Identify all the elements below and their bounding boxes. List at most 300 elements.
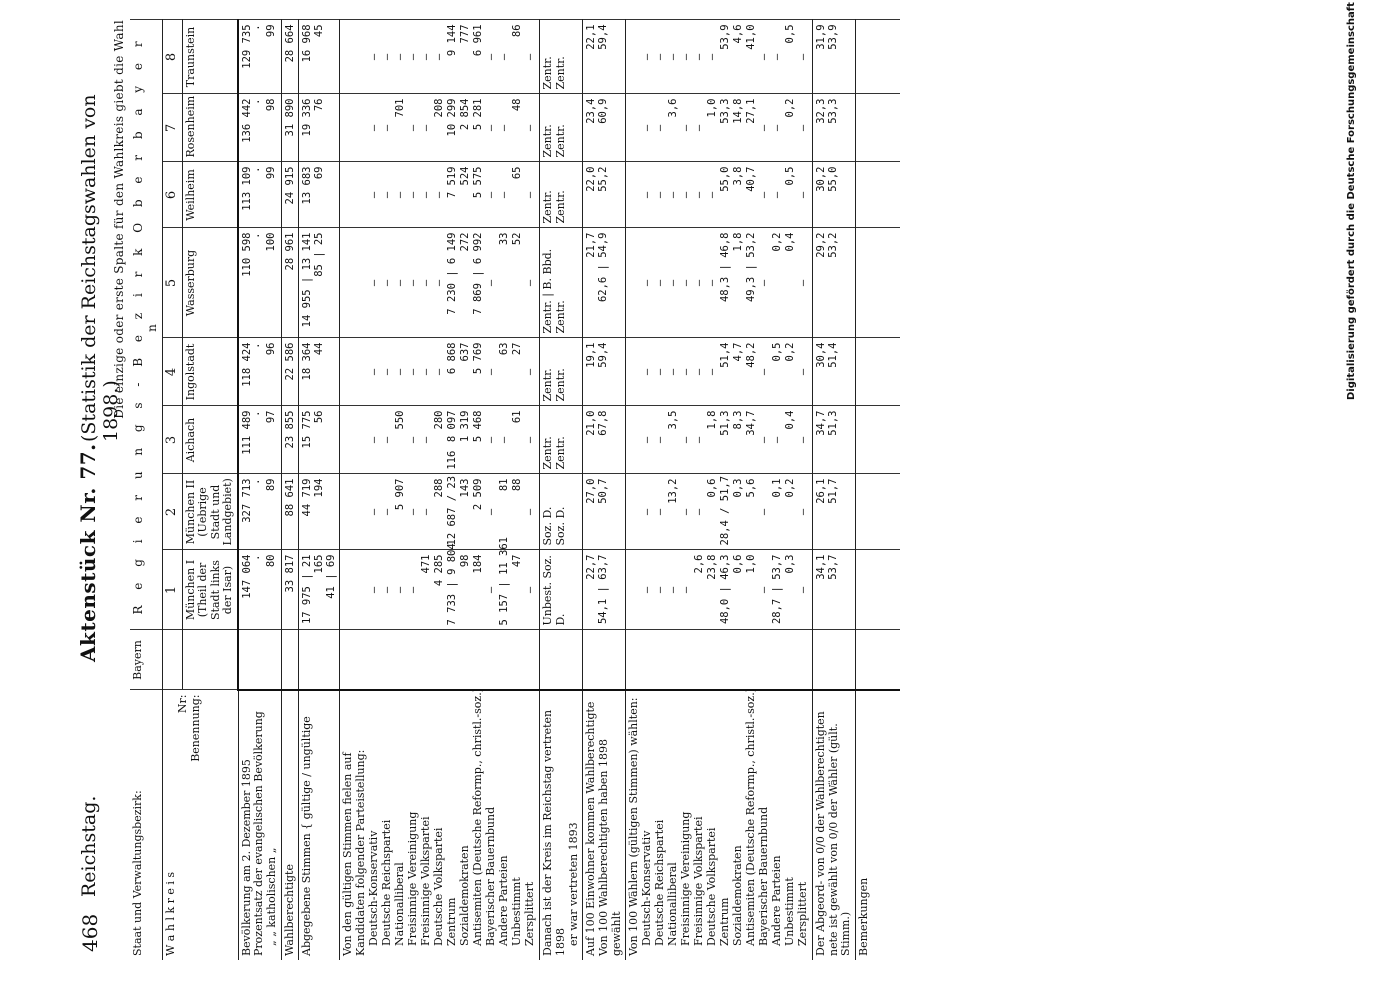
stacked-value: — (498, 53, 511, 61)
col-name-1: München I (Theil der Stadt links der Isar) (182, 550, 238, 630)
vertreten-cell: Zentr. (541, 436, 555, 470)
stacked-value: — (485, 279, 498, 287)
header-left: Reichstag. (78, 795, 100, 897)
abgeord-cell: 29,2 (815, 232, 828, 258)
stacked-value: 7 869 | 6 992 (472, 232, 485, 315)
abgeord-cell: 32,3 (815, 98, 828, 124)
party-label: Sozialdemokraten (457, 845, 471, 946)
party-label: Deutsch-Konservativ (366, 830, 380, 946)
party-label: Andere Parteien (770, 855, 784, 946)
stacked-value: — (407, 368, 420, 376)
bev-cell: 118 424 (241, 342, 254, 387)
stacked-value: 10 299 (446, 98, 459, 137)
stacked-value: 701 (394, 98, 407, 118)
col-name-2: München II (Uebrige Stadt und Landgebiet) (182, 474, 238, 550)
v100-col-3 (626, 406, 813, 474)
stacked-value: 5,6 (745, 478, 758, 498)
stacked-value: — (641, 53, 654, 61)
abgeord-cell: 53,3 (827, 98, 840, 124)
stacked-value: 49,3 | 53,2 (745, 232, 758, 303)
wb-cell: 23 855 (281, 406, 299, 474)
stacked-value: — (368, 279, 381, 287)
bev-cell: 327 713 (241, 478, 254, 523)
stacked-value: — (758, 586, 771, 594)
wb-cell: 88 641 (281, 474, 299, 550)
stacked-value: — (407, 586, 420, 594)
stacked-value: — (524, 124, 537, 132)
gueltig-cell: 15 775 (301, 410, 314, 449)
auf100-cell: 59,4 (597, 24, 610, 50)
abgeord-cell: 34,1 (815, 554, 828, 580)
abgeord-cell: 53,2 (827, 232, 840, 258)
stacked-value: 81 (498, 478, 511, 492)
party-votes-col-7 (340, 94, 540, 162)
auf100-cell: 21,0 (585, 410, 598, 436)
parties-head: Von den gültigen Stimmen fielen auf Kandidaten folgender Parteistellung: (341, 749, 367, 956)
stacked-value: — (368, 368, 381, 376)
stacked-value: — (667, 53, 680, 61)
stacked-value: — (485, 191, 498, 199)
vertreten-cell: Zentr. (541, 124, 555, 158)
stacked-value: — (485, 368, 498, 376)
auf100-cell: 55,2 (597, 166, 610, 192)
stacked-value: 8 097 (446, 410, 459, 443)
stacked-value: — (394, 279, 407, 287)
wb-cell: 24 915 (281, 162, 299, 228)
party-votes-col-4 (340, 338, 540, 406)
stacked-value: — (693, 53, 706, 61)
stacked-value: — (407, 191, 420, 199)
stacked-value: 48,0 | 46,3 (719, 554, 732, 625)
col-nr-7: 7 (162, 94, 182, 162)
stacked-value: — (797, 279, 810, 287)
party-votes-col-3 (340, 406, 540, 474)
auf100-cell: 54,1 | 63,7 (597, 554, 610, 625)
stacked-value: — (706, 53, 719, 61)
kath-cell: 97 (265, 410, 278, 424)
stacked-value: — (667, 368, 680, 376)
auf100-label: Auf 100 Einwohner kommen Wahlberechtigte (584, 701, 598, 956)
wb-label: Wahlberechtigte (281, 690, 299, 960)
party-label: Nationalliberal (392, 862, 406, 946)
stacked-value: — (771, 124, 784, 132)
digitization-credit (1346, 0, 1357, 400)
stacked-value: 143 (459, 478, 472, 498)
stacked-value: 7 519 (446, 166, 459, 199)
stacked-value: 63 (498, 342, 511, 356)
abgeord-cell: 53,7 (827, 554, 840, 580)
stacked-value: — (524, 279, 537, 287)
vertreten-cell: Zentr. (553, 56, 567, 90)
stacked-value: — (654, 508, 667, 516)
party-label: Deutsche Volkspartei (431, 827, 445, 946)
stacked-value: 48,2 (745, 342, 758, 368)
stacked-value: — (485, 53, 498, 61)
stacked-value: — (680, 586, 693, 594)
stacked-value: — (693, 436, 706, 444)
stacked-value: 637 (459, 342, 472, 362)
stacked-value: 7 230 | 6 149 (446, 232, 459, 315)
stacked-value: 4,7 (732, 342, 745, 362)
stacked-value: — (381, 368, 394, 376)
stacked-value: 51,4 (719, 342, 732, 368)
col-name-6: Weilheim (182, 162, 238, 228)
stacked-value: — (368, 53, 381, 61)
gueltig-cell: 44 719 (301, 478, 314, 517)
party-votes-col-1 (340, 536, 540, 630)
kath-cell: 80 (265, 554, 278, 568)
stacked-value: — (381, 586, 394, 594)
stacked-value: 47 (511, 554, 524, 568)
stacked-value: 27 (511, 342, 524, 356)
party-label: Zentrum (718, 897, 732, 946)
auf100-cell: 59,4 (597, 342, 610, 368)
v100-head: Von 100 Wählern (gültigen Stimmen) wählten: (627, 697, 641, 956)
page-number: 468 (78, 913, 102, 952)
statistics-table: Staat und Verwaltungsbezirk: Bayern R e g i e r u n g s - B e z i r k O b e r b a y e r n W a h l k r e i s Nr: Benennung: 1 2 3 4 5 6 7 8 München I (Theil der Stadt links der Isar) München II (Uebrige Stadt und Landgebiet) Aichach Ingolstadt Wasserburg Weilheim Rosenheim Traunstein Bevölkerung am 2. Dezember 1895 Prozentsatz der evangelischen Bevölkerung „ „ katholischen „ 147 064 · 80 327 713 · 89 111 489 · 97 118 424 · 96 110 598 · 100 113 109 · 99 136 442 · 98 129 735 · 99 Wahlberechtigte 33 817 88 641 23 855 22 586 28 961 24 915 31 890 28 664 Abgegebene Stimmen { gültige / ungültige 17 975 | 21 165 41 | 69 44 719 194 15 775 56 18 364 44 14 955 | 13 141 85 | 25 13 683 69 19 336 76 16 968 45 Von den gültigen Stimmen fielen auf Kandidaten folgender Parteistellung: Deutsch-Konservativ Deutsche Reichspartei Nationalliberal Freisinnige Vereinigung Freisinnige Volkspartei Deutsche Volkspartei Zentrum Sozialdemokraten Antisemiten (Deutsche Reformp., christl.-soz.) Bayerischer Bauernbund Andere Parteien Unbestimmt Zersplittert — — — — 471 4 285 7 733 | 9 804 98 184 — 5 157 | 11 361 47 — — — 5 907 — — 288 12 687 / 23 116 143 2 509 — 81 88 — — — 550 — — 280 8 097 1 319 5 468 — — 61 — — — — — — — 6 868 637 5 769 — 63 27 — — — — — — — 7 230 | 6 149 272 7 869 | 6 992 — 33 52 — — — — — — — 7 519 524 5 575 — — 65 — — — 701 — — 208 10 299 2 854 5 281 — — 48 — — — — — — — 9 144 777 6 961 — — 86 — Danach ist der Kreis im Reichstag vertreten 1898 er war vertreten 1893 Unbest. Soz. D. Soz. D. Soz. D. Zentr. Zentr. Zentr. Zentr. Zentr. | B. Bbd. Zentr. Zentr. Zentr. Zentr. Zentr. Zentr. Zentr. Auf 100 Einwohner kommen Wahlberechtigte Von 100 Wahlberechtigten haben 1898 gewählt 22,7 54,1 | 63,7 27,0 50,7 21,0 67,8 19,1 59,4 21,7 62,6 | 54,9 22,0 55,2 23,4 60,9 22,1 59,4 Von 100 Wählern (gültigen Stimmen) wählten: Deutsch-Konservativ Deutsche Reichspartei Nationalliberal Freisinnige Vereinigung Freisinnige Volkspartei Deutsche Volkspartei Zentrum Sozialdemokraten Antisemiten (Deutsche Reformp., christl.-soz.) Bayerischer Bauernbund Andere Parteien Unbestimmt Zersplittert — — — — 2,6 23,8 48,0 | 46,3 0,6 1,0 — 28,7 | 53,7 0,3 — — — 13,2 — — 0,6 28,4 / 51,7 0,3 5,6 — 0,1 0,2 — — — 3,5 — — 1,8 51,3 8,3 34,7 — — 0,4 — — — — — — — 51,4 4,7 48,2 — 0,5 0,2 — — — — — — — 48,3 | 46,8 1,8 49,3 | 53,2 — 0,2 0,4 — — — — — — — 55,0 3,8 40,7 — — 0,5 — — — 3,6 — — 1,0 53,3 14,8 27,1 — — 0,2 — — — — — — — 53,9 4,6 41,0 — — 0,5 — Der Abgeord- von 0/0 der Wahlberechtigten nete ist gewählt von 0/0 der Wähler (gült. Stimm.) 34,1 53,7 26,1 51,7 34,7 51,3 30,4 51,4 29,2 53,2 30,2 55,0 32,3 53,3 31,9 53,9 Bemerkungen (130, 19, 900, 960)
party-votes-col-6 (340, 162, 540, 228)
stacked-value: 7 733 | 9 804 (446, 543, 459, 626)
stacked-value: — (485, 508, 498, 516)
stacked-value: 4,6 (732, 24, 745, 44)
stacked-value: — (407, 508, 420, 516)
vertreten-cell: Zentr. (553, 124, 567, 158)
ungueltig-cell: 41 | 69 (325, 554, 338, 599)
stacked-value: 471 (420, 554, 433, 574)
stacked-value: — (524, 436, 537, 444)
kath-label: „ „ katholischen „ (264, 847, 278, 946)
abgeord-label-1: Der Abgeord- von 0/0 der Wahlberechtigten (814, 711, 828, 956)
stacked-value: — (420, 53, 433, 61)
stacked-value: 0,2 (784, 478, 797, 498)
stacked-value: 53,3 (719, 98, 732, 124)
stacked-value: — (758, 279, 771, 287)
auf100-cell: 27,0 (585, 478, 598, 504)
stacked-value: — (654, 586, 667, 594)
party-votes-col-5 (340, 228, 540, 338)
stacked-value: 2 509 (472, 478, 485, 511)
gueltig-cell: 17 975 | 21 165 (301, 554, 326, 625)
evang-label: Prozentsatz der evangelischen Bevölkerung (252, 711, 266, 956)
stacked-value: — (654, 436, 667, 444)
party-label: Deutsche Reichspartei (379, 819, 393, 946)
vertreten-label-1898: Danach ist der Kreis im Reichstag vertreten 1898 (541, 709, 567, 956)
abgeord-cell: 30,2 (815, 166, 828, 192)
stacked-value: 34,7 (745, 410, 758, 436)
stacked-value: — (693, 279, 706, 287)
stacked-value: — (667, 586, 680, 594)
abgeord-cell: 34,7 (815, 410, 828, 436)
party-label: Zersplittert (796, 881, 810, 946)
abgeord-cell: 51,7 (827, 478, 840, 504)
stacked-value: — (758, 124, 771, 132)
von100-label: Von 100 Wahlberechtigten haben 1898 gewählt (596, 739, 623, 956)
vertreten-cell: Zentr. (541, 190, 555, 224)
gueltig-cell: 19 336 (301, 98, 314, 137)
party-label: Sozialdemokraten (731, 845, 745, 946)
stacked-value: — (641, 436, 654, 444)
v100-col-2 (626, 474, 813, 550)
stacked-value: 51,3 (719, 410, 732, 436)
margin-note: Die einzige oder erste Spalte für den Wahlkreis giebt die Wahl (112, 20, 126, 419)
vertreten-cell: Zentr. (553, 300, 567, 334)
stacked-value: — (394, 53, 407, 61)
stacked-value: 0,3 (732, 478, 745, 498)
stacked-value: 6 961 (472, 24, 485, 57)
stacked-value: — (524, 191, 537, 199)
stacked-value: 5 157 | 11 361 (498, 536, 511, 626)
stacked-value: 3,6 (667, 98, 680, 118)
vertreten-cell: Zentr. (553, 190, 567, 224)
stacked-value: 184 (472, 554, 485, 574)
v100-col-7 (626, 94, 813, 162)
stacked-value: — (381, 53, 394, 61)
wb-cell: 22 586 (281, 338, 299, 406)
stacked-value: 272 (459, 232, 472, 252)
vertreten-cell: Zentr. (541, 56, 555, 90)
vertreten-label-1893: er war vertreten 1893 (566, 822, 580, 946)
auf100-cell: 50,7 (597, 478, 610, 504)
kath-cell: 96 (265, 342, 278, 356)
vertreten-cell: Soz. D. (553, 506, 567, 546)
col-nr-6: 6 (162, 162, 182, 228)
gueltig-cell: 13 683 (301, 166, 314, 205)
stacked-value: 13,2 (667, 478, 680, 504)
document-subtitle: (Statistik der Reichstagswahlen von 1898.) (78, 94, 122, 442)
party-label: Zersplittert (522, 881, 536, 946)
col-nr-4: 4 (162, 338, 182, 406)
stacked-value: — (667, 191, 680, 199)
stacked-value: — (485, 436, 498, 444)
stacked-value: 86 (511, 24, 524, 38)
bev-cell: 147 064 (241, 554, 254, 599)
party-label: Unbestimmt (783, 877, 797, 946)
stacked-value: 5 468 (472, 410, 485, 443)
stacked-value: 0,1 (771, 478, 784, 498)
col-nr-3: 3 (162, 406, 182, 474)
stacked-value: 1,0 (706, 98, 719, 118)
stacked-value: 12 687 / 23 116 (446, 450, 459, 546)
stacked-value: 5 575 (472, 166, 485, 199)
stacked-value: — (771, 53, 784, 61)
stacked-value: — (368, 508, 381, 516)
credit-text: Digitalisierung gefördert durch die Deutsche Forschungsgemeinschaft (1346, 2, 1357, 400)
stacked-value: — (667, 279, 680, 287)
kath-cell: 99 (265, 166, 278, 180)
v100-col-5 (626, 228, 813, 338)
vertreten-cell: Zentr. (541, 368, 555, 402)
stacked-value: — (498, 124, 511, 132)
stacked-value: 53,9 (719, 24, 732, 50)
wb-cell: 28 961 (281, 228, 299, 338)
stacked-value: 288 (433, 478, 446, 498)
vertreten-cell: Zentr. (553, 436, 567, 470)
stacked-value: — (485, 124, 498, 132)
stacked-value: 48 (511, 98, 524, 112)
stacked-value: — (693, 191, 706, 199)
abgeord-cell: 26,1 (815, 478, 828, 504)
auf100-cell: 62,6 | 54,9 (597, 232, 610, 303)
stacked-value: 0,3 (784, 554, 797, 574)
vertreten-cell: Soz. D. (541, 506, 555, 546)
bev-cell: 111 489 (241, 410, 254, 455)
stacked-value: 777 (459, 24, 472, 44)
party-label: Deutsche Volkspartei (705, 827, 719, 946)
stacked-value: — (394, 586, 407, 594)
stacked-value: — (706, 279, 719, 287)
nr-label: Nr: (176, 694, 190, 714)
auf100-cell: 22,7 (585, 554, 598, 580)
stacked-value: — (771, 191, 784, 199)
vertreten-cell: Zentr. | B. Bbd. (541, 248, 555, 334)
stacked-value: — (433, 279, 446, 287)
auf100-cell: 22,0 (585, 166, 598, 192)
stacked-value: — (680, 191, 693, 199)
bemerkungen-label: Bemerkungen (856, 690, 901, 960)
party-label: Deutsch-Konservativ (640, 830, 654, 946)
v100-col-8 (626, 20, 813, 94)
party-label: Antisemiten (Deutsche Reformp., christl.-soz.) (470, 688, 484, 946)
stacked-value: — (407, 124, 420, 132)
benennung-label: Benennung: (188, 694, 202, 762)
stacked-value: — (381, 508, 394, 516)
stacked-value: — (797, 191, 810, 199)
stacked-value: 0,5 (784, 166, 797, 186)
stacked-value: 1,0 (745, 554, 758, 574)
stacked-value: — (381, 436, 394, 444)
stacked-value: 524 (459, 166, 472, 186)
stacked-value: 5 907 (394, 478, 407, 511)
auf100-cell: 22,1 (585, 24, 598, 50)
stacked-value: 1,8 (706, 410, 719, 430)
stacked-value: — (420, 436, 433, 444)
stacked-value: 48,3 | 46,8 (719, 232, 732, 303)
stacked-value: 9 144 (446, 24, 459, 57)
stacked-value: — (654, 53, 667, 61)
stacked-value: 0,6 (706, 478, 719, 498)
stacked-value: 41,0 (745, 24, 758, 50)
gueltig-cell: 18 364 (301, 342, 314, 381)
auf100-cell: 60,9 (597, 98, 610, 124)
stacked-value: — (797, 124, 810, 132)
stacked-value: — (758, 53, 771, 61)
stacked-value: — (758, 368, 771, 376)
abg-label: Abgegebene Stimmen (300, 833, 314, 956)
auf100-cell: 21,7 (585, 232, 598, 258)
party-label: Freisinnige Volkspartei (418, 816, 432, 946)
kath-cell: 98 (265, 98, 278, 112)
party-label: Deutsche Reichspartei (653, 819, 667, 946)
stacked-value: 8,3 (732, 410, 745, 430)
stacked-value: 28,7 | 53,7 (771, 554, 784, 625)
wb-cell: 28 664 (281, 20, 299, 94)
col-name-5: Wasserburg (182, 228, 238, 338)
col-nr-5: 5 (162, 228, 182, 338)
stacked-value: — (381, 191, 394, 199)
stacked-value: — (524, 586, 537, 594)
wb-cell: 33 817 (281, 550, 299, 630)
stacked-value: — (407, 436, 420, 444)
stacked-value: 33 (498, 232, 511, 246)
stacked-value: — (433, 191, 446, 199)
stacked-value: 280 (433, 410, 446, 430)
party-label: Unbestimmt (509, 877, 523, 946)
abgeord-cell: 51,4 (827, 342, 840, 368)
stacked-value: — (680, 508, 693, 516)
stacked-value: 0,4 (784, 232, 797, 252)
ungueltig-cell: 69 (313, 166, 326, 180)
v100-col-6 (626, 162, 813, 228)
stacked-value: 14,8 (732, 98, 745, 124)
ungueltig-cell: 44 (313, 342, 326, 356)
stacked-value: 4 285 (433, 554, 446, 587)
party-label: Bayerischer Bauernbund (757, 806, 771, 946)
stacked-value: — (758, 508, 771, 516)
stacked-value: — (394, 368, 407, 376)
stacked-value: — (797, 508, 810, 516)
bev-cell: 113 109 (241, 166, 254, 211)
ungueltig-cell: 76 (313, 98, 326, 112)
abgeord-cell: 53,9 (827, 24, 840, 50)
stacked-value: — (485, 586, 498, 594)
ungueltig-cell: 56 (313, 410, 326, 424)
v100-col-4 (626, 338, 813, 406)
auf100-cell: 23,4 (585, 98, 598, 124)
party-label: Nationalliberal (666, 862, 680, 946)
stacked-value: — (680, 124, 693, 132)
party-label: Antisemiten (Deutsche Reformp., christl.-soz.) (744, 688, 758, 946)
stacked-value: — (680, 368, 693, 376)
stacked-value: — (498, 191, 511, 199)
stacked-value: — (407, 279, 420, 287)
stacked-value: — (797, 53, 810, 61)
col-name-3: Aichach (182, 406, 238, 474)
vertreten-cell: Unbest. Soz. D. (541, 555, 567, 626)
vertreten-cell: Zentr. (553, 368, 567, 402)
stacked-value: 208 (433, 98, 446, 118)
stacked-value: 0,5 (784, 24, 797, 44)
party-votes-col-8 (340, 20, 540, 94)
stacked-value: — (641, 191, 654, 199)
gueltig-cell: 14 955 | 13 141 (301, 232, 314, 328)
ungueltig-cell: 45 (313, 24, 326, 38)
kath-cell: 99 (265, 24, 278, 38)
auf100-cell: 19,1 (585, 342, 598, 368)
stacked-value: — (680, 53, 693, 61)
stacked-value: — (758, 191, 771, 199)
stacked-value: — (654, 368, 667, 376)
party-label: Bayerischer Bauernbund (483, 806, 497, 946)
stacked-value: — (420, 191, 433, 199)
stacked-value: — (693, 508, 706, 516)
auf100-cell: 67,8 (597, 410, 610, 436)
wb-cell: 31 890 (281, 94, 299, 162)
stacked-value: — (394, 191, 407, 199)
stacked-value: 2,6 (693, 554, 706, 574)
stacked-value: — (706, 191, 719, 199)
col-nr-8: 8 (162, 20, 182, 94)
stacked-value: — (433, 368, 446, 376)
stacked-value: — (771, 436, 784, 444)
stacked-value: — (433, 53, 446, 61)
stacked-value: — (758, 436, 771, 444)
stacked-value: 0,2 (771, 232, 784, 252)
ungueltig-cell: 194 (313, 478, 326, 498)
bev-cell: 110 598 (241, 232, 254, 277)
state-label: Bayern (130, 630, 162, 690)
stacked-value: 6 868 (446, 342, 459, 375)
stacked-value: 3,5 (667, 410, 680, 430)
